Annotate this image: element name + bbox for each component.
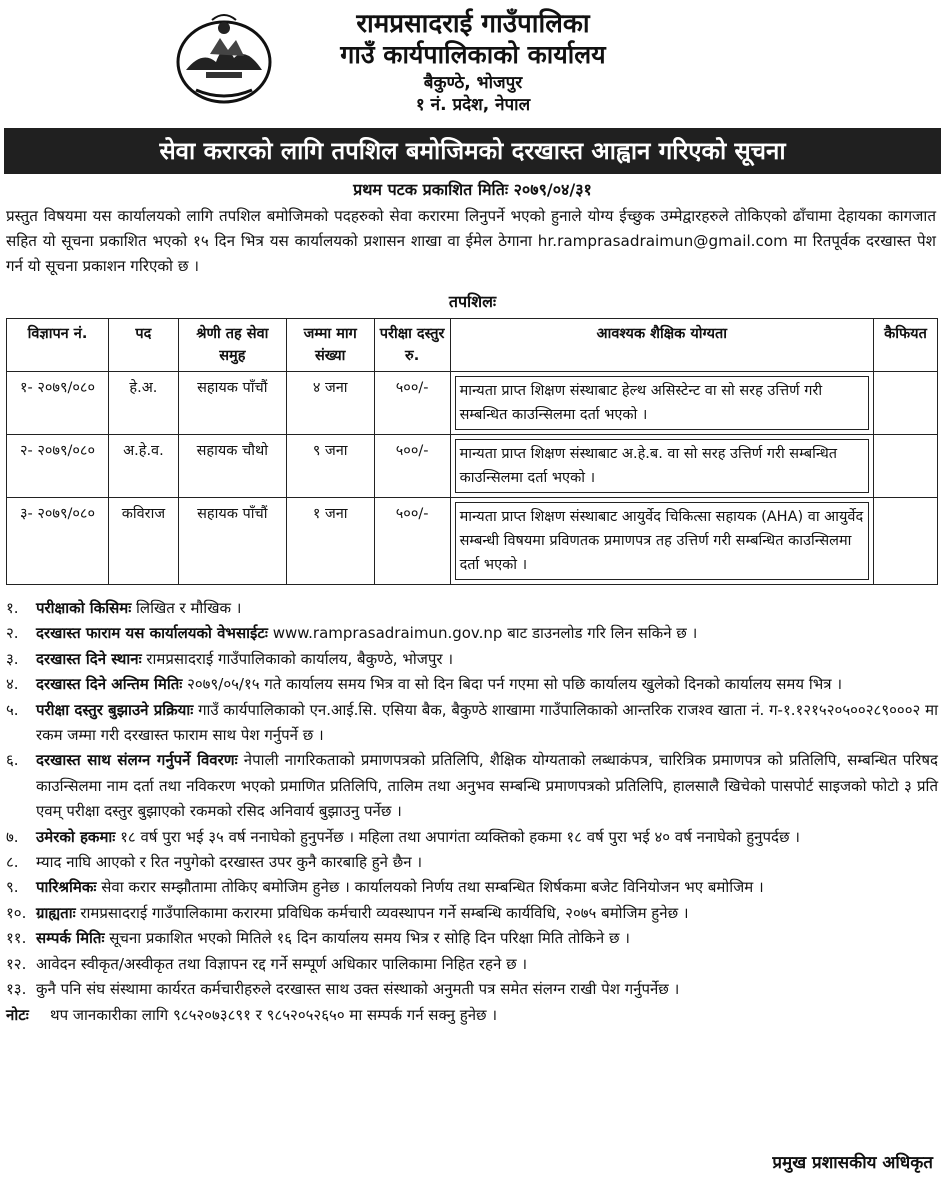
item-label: दरखास्त फाराम यस कार्यालयको वेभसाईटः xyxy=(36,624,268,643)
item-number: १३. xyxy=(6,980,27,999)
list-item xyxy=(6,647,938,672)
count-cell: ९ जना xyxy=(286,435,374,498)
item-label: दरखास्त दिने स्थानः xyxy=(36,649,142,668)
count-cell: ४ जना xyxy=(286,372,374,435)
qualification-cell: मान्यता प्राप्त शिक्षण संस्थाबाट हेल्थ असिस्टेन्ट वा सो सरह उत्तिर्ण गरी सम्बन्धित काउन्सिलमा दर्ता भएको । xyxy=(455,376,869,430)
item-text: सेवा करार सम्झौतामा तोकिए बमोजिम हुनेछ । कार्यालयको निर्णय तथा सम्बन्धित शिर्षकमा बजेट विनियोजन भए बमोजिम । xyxy=(96,878,764,897)
column-header: जम्मा माग संख्या xyxy=(286,319,374,372)
column-header: श्रेणी तह सेवा समुह xyxy=(178,319,286,372)
list-item xyxy=(6,698,938,749)
post-cell: अ.हे.व. xyxy=(108,435,178,498)
list-item xyxy=(6,825,938,850)
details-heading: तपशिलः xyxy=(448,292,497,311)
count-cell: १ जना xyxy=(286,498,374,585)
table-header-row xyxy=(7,319,938,372)
remarks-cell xyxy=(873,372,937,435)
item-text: १८ वर्ष पुरा भई ३५ वर्ष ननाघेको हुनुपर्नेछ । महिला तथा अपागंता व्यक्तिको हकमा १८ वर्ष पुरा भई ४० वर्ष ननाघेको हुनुपर्दछ । xyxy=(115,827,800,846)
item-label: सम्पर्क मितिः xyxy=(36,929,105,948)
table-row xyxy=(7,435,938,498)
ad-number-cell: २- २०७९/०८० xyxy=(7,435,109,498)
item-label: ग्राह्यताः xyxy=(36,903,76,922)
item-label: परीक्षा दस्तुर बुझाउने प्रक्रियाः xyxy=(36,700,194,719)
post-cell: कविराज xyxy=(108,498,178,585)
item-text: रामप्रसादराई गाउँपालिकाको कार्यालय, बैकुण्ठे, भोजपुर । xyxy=(141,649,454,668)
item-label: उमेरको हकमाः xyxy=(36,827,116,846)
fee-cell: ५००/- xyxy=(374,435,450,498)
qualification-cell: मान्यता प्राप्त शिक्षण संस्थाबाट अ.हे.ब. वा सो सरह उत्तिर्ण गरी सम्बन्धित काउन्सिलमा दर्ता भएको । xyxy=(455,439,869,493)
qualification-cell: मान्यता प्राप्त शिक्षण संस्थाबाट आयुर्वेद चिकित्सा सहायक (AHA) वा आयुर्वेद सम्बन्धी विषयमा प्रविणतक प्रमाणपत्र तह उत्तिर्ण गरी सम्बन्धित काउन्सिलमा दर्ता भएको । xyxy=(455,502,869,580)
item-number: १२. xyxy=(6,954,27,973)
province-line: १ नं. प्रदेश, नेपाल xyxy=(415,95,531,115)
table-row xyxy=(7,498,938,585)
post-cell: हे.अ. xyxy=(108,372,178,435)
item-text: नेपाली नागरिकताको प्रमाणपत्रको प्रतिलिपि, शैक्षिक योग्यताको लब्धाकंपत्र, चारित्रिक प्रमाणपत्र को प्रतिलिपि, सम्बन्धित परिषद काउन्सिलमा नाम दर्ता तथा नविकरण भएको प्रमाणित प्रतिलिपि, तालिम तथा अनुभव सम्बन्धि प्रमाणपत्रको प्रतिलिपि, हालसालै खिचेको पासपोर्ट साइजको फोटो ३ प्रति एवम् परीक्षा दस्तुर बुझाएको रकमको रसिद अनिवार्य बुझाउनु पर्नेछ । xyxy=(36,751,938,821)
office-address: बैकुण्ठे, भोजपुर xyxy=(423,73,523,93)
item-text: www.ramprasadraimun.gov.np बाट डाउनलोड गरि लिन सकिने छ । xyxy=(267,624,698,643)
item-number: ५. xyxy=(6,700,19,719)
nepal-government-emblem-icon xyxy=(172,10,276,108)
level-cell: सहायक पाँचौं xyxy=(178,498,286,585)
item-label: दरखास्त दिने अन्तिम मितिः xyxy=(36,675,183,694)
item-number: ११. xyxy=(6,929,27,948)
item-number: २. xyxy=(6,624,19,643)
notice-title-banner: सेवा करारको लागि तपशिल बमोजिमको दरखास्त आह्वान गरिएको सूचना xyxy=(4,128,941,174)
item-text: सूचना प्रकाशित भएको मितिले १६ दिन कार्यालय समय भित्र र सोहि दिन परिक्षा मिति तोकिने छ । xyxy=(104,929,630,948)
fee-cell: ५००/- xyxy=(374,498,450,585)
item-text: आवेदन स्वीकृत/अस्वीकृत तथा विज्ञापन रद्द गर्ने सम्पूर्ण अधिकार पालिकामा निहित रहने छ । xyxy=(36,954,528,973)
remarks-cell xyxy=(873,435,937,498)
ad-number-cell: १- २०७९/०८० xyxy=(7,372,109,435)
column-header: आवश्यक शैक्षिक योग्यता xyxy=(450,319,873,372)
office-name: गाउँ कार्यपालिकाको कार्यालय xyxy=(340,40,606,69)
list-item xyxy=(6,875,938,900)
item-text: २०७९/०५/१५ गते कार्यालय समय भित्र वा सो दिन बिदा पर्न गएमा सो पछि कार्यालय खुलेको दिनको कार्यालय समय भित्र । xyxy=(182,675,843,694)
intro-paragraph: प्रस्तुत विषयमा यस कार्यालयको लागि तपशिल बमोजिमको पदहरुको सेवा करारमा लिनुपर्ने भएको हुनाले योग्य ईच्छुक उम्मेद्वारहरुले तोकिएको ढाँचामा देहायका कागजात सहित यो सूचना प्रकाशित भएको १५ दिन भित्र यस कार्यालयको प्रशासन शाखा वा ईमेल ठेगाना hr.ramprasadraimun@gmail.com मा रितपूर्वक दरखास्त पेश गर्न यो सूचना प्रकाशन गरिएको छ । xyxy=(6,207,936,275)
signatory-title: प्रमुख प्रशासकीय अधिकृत xyxy=(772,1153,933,1173)
item-number: ८. xyxy=(6,853,19,872)
list-item xyxy=(6,596,938,621)
item-label: दरखास्त साथ संलग्न गर्नुपर्ने विवरणः xyxy=(36,751,238,770)
list-item xyxy=(6,901,938,926)
item-number: १०. xyxy=(6,903,27,922)
list-item xyxy=(6,672,938,697)
note-item xyxy=(6,1003,938,1028)
list-item xyxy=(6,850,938,875)
item-number: ७. xyxy=(6,827,19,846)
letterhead xyxy=(0,0,945,130)
item-text: म्याद नाघि आएको र रित नपुगेको दरखास्त उपर कुनै कारबाहि हुने छैन । xyxy=(36,853,423,872)
column-header: विज्ञापन नं. xyxy=(7,319,109,372)
item-text: लिखित र मौखिक । xyxy=(131,599,242,617)
item-label: पारिश्रमिकः xyxy=(36,878,97,897)
published-date: प्रथम पटक प्रकाशित मितिः २०७९/०४/३१ xyxy=(353,180,592,199)
item-number: ३. xyxy=(6,649,19,668)
level-cell: सहायक पाँचौं xyxy=(178,372,286,435)
municipality-name: रामप्रसादराई गाउँपालिका xyxy=(356,9,590,39)
item-label: परीक्षाको किसिमः xyxy=(36,599,132,617)
item-text: गाउँ कार्यपालिकाको एन.आई.सि. एसिया बैक, बैकुण्ठे शाखामा गाउँपालिकाको आन्तरिक राजश्व खाता नं. ग-१.१२१५२०५००२८९०००२ मा रकम जम्मा गरी दरखास्त फाराम साथ पेश गर्नुपर्ने छ । xyxy=(36,700,938,745)
ad-number-cell: ३- २०७९/०८० xyxy=(7,498,109,585)
conditions-list xyxy=(6,596,938,1028)
remarks-cell xyxy=(873,498,937,585)
column-header: परीक्षा दस्तुर रु. xyxy=(374,319,450,372)
list-item xyxy=(6,748,938,824)
item-number: ४. xyxy=(6,675,19,694)
item-text: कुनै पनि संघ संस्थामा कार्यरत कर्मचारीहरुले दरखास्त साथ उक्त संस्थाको अनुमती पत्र समेत संलग्न राखी पेश गर्नुपर्नेछ । xyxy=(36,980,680,999)
column-header: पद xyxy=(108,319,178,372)
note-label: नोटः xyxy=(6,1005,29,1024)
fee-cell: ५००/- xyxy=(374,372,450,435)
level-cell: सहायक चौथो xyxy=(178,435,286,498)
list-item xyxy=(6,621,938,646)
item-number: ९. xyxy=(6,878,19,897)
column-header: कैफियत xyxy=(873,319,937,372)
list-item xyxy=(6,977,938,1002)
office-title-block xyxy=(312,8,634,116)
item-number: १. xyxy=(6,599,19,617)
vacancy-table xyxy=(6,318,938,585)
list-item xyxy=(6,926,938,951)
item-number: ६. xyxy=(6,751,19,770)
item-text: रामप्रसादराई गाउँपालिकामा करारमा प्रविधिक कर्मचारी व्यवस्थापन गर्ने सम्बन्धि कार्यविधि, २०७५ बमोजिम हुनेछ । xyxy=(75,903,689,922)
list-item xyxy=(6,952,938,977)
table-row xyxy=(7,372,938,435)
note-text: थप जानकारीका लागि ९८५२०७३८९१ र ९८५२०५२६५० मा सम्पर्क गर्न सक्नु हुनेछ । xyxy=(50,1005,498,1024)
